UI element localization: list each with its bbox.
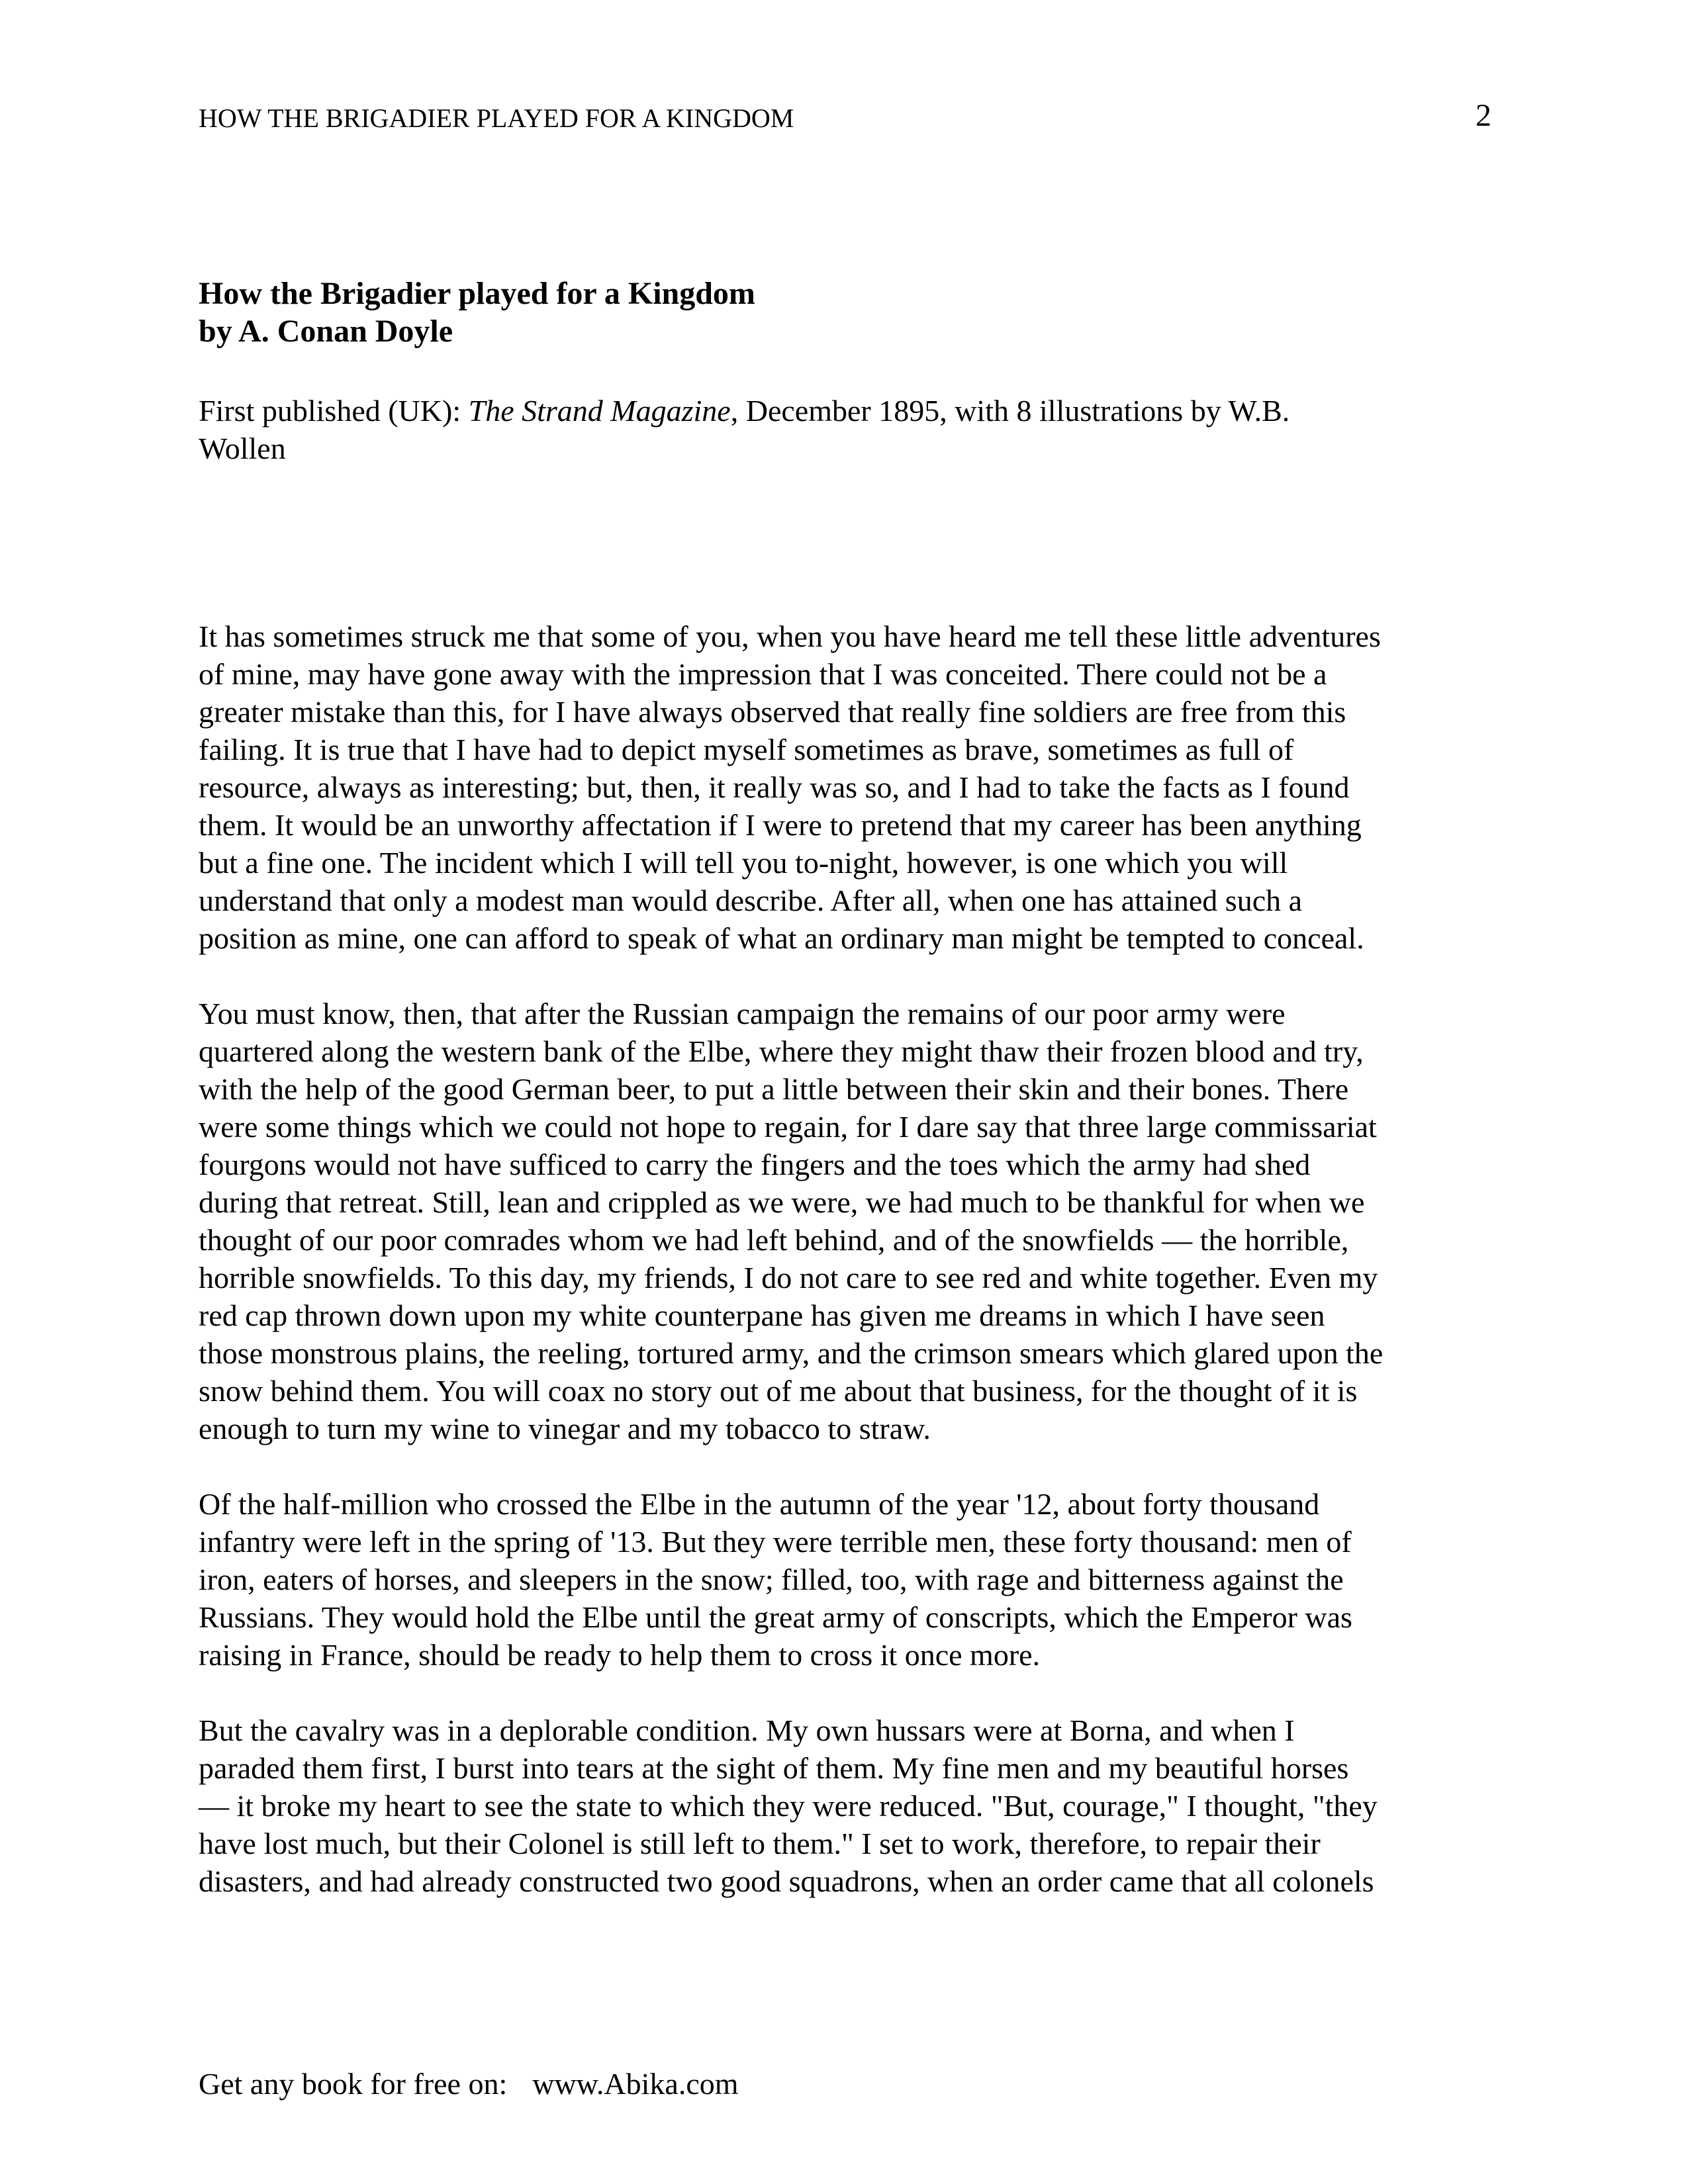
publication-text-pre: First published (UK): <box>199 394 469 428</box>
publication-line-1 <box>199 392 1456 430</box>
text-line: iron, eaters of horses, and sleepers in the snow; filled, too, with rage and bitterness against the <box>199 1563 1344 1596</box>
text-line: understand that only a modest man would describe. After all, when one has attained such a <box>199 884 1303 917</box>
text-line: You must know, then, that after the Russian campaign the remains of our poor army were <box>199 997 1286 1030</box>
text-line: them. It would be an unworthy affectation if I were to pretend that my career has been anything <box>199 808 1362 842</box>
publication-line-2: Wollen <box>199 432 286 465</box>
text-line: paraded them first, I burst into tears at the sight of them. My fine men and my beautiful horses <box>199 1751 1349 1785</box>
text-line: those monstrous plains, the reeling, tortured army, and the crimson smears which glared upon the <box>199 1336 1383 1370</box>
text-line: snow behind them. You will coax no story out of me about that business, for the thought of it is <box>199 1374 1358 1408</box>
footer-label: Get any book for free on: <box>199 2067 508 2101</box>
text-line: — it broke my heart to see the state to which they were reduced. "But, courage," I thought, "they <box>199 1789 1378 1823</box>
text-line: quartered along the western bank of the Elbe, where they might thaw their frozen blood and try, <box>199 1034 1364 1068</box>
text-line: But the cavalry was in a deplorable condition. My own hussars were at Borna, and when I <box>199 1713 1295 1747</box>
magazine-name: The Strand Magazine <box>468 394 731 428</box>
text-line: with the help of the good German beer, to put a little between their skin and their bones. There <box>199 1072 1349 1106</box>
text-line: resource, always as interesting; but, then, it really was so, and I had to take the facts as I found <box>199 770 1350 804</box>
text-line: position as mine, one can afford to speak of what an ordinary man might be tempted to conceal. <box>199 921 1364 955</box>
story-title: How the Brigadier played for a Kingdom <box>199 276 755 311</box>
paragraph <box>199 617 1456 957</box>
byline: by A. Conan Doyle <box>199 314 453 349</box>
paragraph <box>199 1485 1456 1674</box>
text-line: disasters, and had already constructed two good squadrons, when an order came that all colonels <box>199 1864 1374 1898</box>
text-line: have lost much, but their Colonel is still left to them." I set to work, therefore, to repair their <box>199 1827 1321 1860</box>
text-line: thought of our poor comrades whom we had left behind, and of the snowfields — the horrible, <box>199 1223 1349 1257</box>
running-header-title: HOW THE BRIGADIER PLAYED FOR A KINGDOM <box>199 103 794 133</box>
text-line: failing. It is true that I have had to depict myself sometimes as brave, sometimes as full of <box>199 733 1294 766</box>
text-line: greater mistake than this, for I have always observed that really fine soldiers are free from this <box>199 695 1346 729</box>
footer <box>199 2065 739 2103</box>
paragraph <box>199 1711 1456 1900</box>
publication-block <box>199 392 1456 467</box>
story-body <box>199 617 1456 1900</box>
text-line: were some things which we could not hope to regain, for I dare say that three large commissariat <box>199 1110 1377 1144</box>
text-line: of mine, may have gone away with the impression that I was conceited. There could not be a <box>199 657 1327 691</box>
publication-text-post: , December 1895, with 8 illustrations by W.B. <box>730 394 1290 428</box>
text-line: enough to turn my wine to vinegar and my tobacco to straw. <box>199 1412 931 1445</box>
page-number: 2 <box>1476 98 1491 133</box>
text-line: raising in France, should be ready to help them to cross it once more. <box>199 1638 1041 1672</box>
text-line: fourgons would not have sufficed to carry the fingers and the toes which the army had shed <box>199 1148 1311 1181</box>
text-line: infantry were left in the spring of '13. But they were terrible men, these forty thousand: men of <box>199 1525 1352 1559</box>
text-line: Russians. They would hold the Elbe until the great army of conscripts, which the Emperor was <box>199 1600 1352 1634</box>
paragraph <box>199 995 1456 1447</box>
abika-link[interactable]: www.Abika.com <box>532 2067 739 2101</box>
text-line: Of the half-million who crossed the Elbe in the autumn of the year '12, about forty thousand <box>199 1487 1320 1521</box>
text-line: red cap thrown down upon my white counterpane has given me dreams in which I have seen <box>199 1298 1325 1332</box>
text-line: but a fine one. The incident which I will tell you to-night, however, is one which you will <box>199 846 1288 880</box>
text-line: during that retreat. Still, lean and crippled as we were, we had much to be thankful for when we <box>199 1185 1365 1219</box>
text-line: horrible snowfields. To this day, my friends, I do not care to see red and white together. Even my <box>199 1261 1378 1295</box>
text-line: It has sometimes struck me that some of you, when you have heard me tell these little adventures <box>199 619 1381 653</box>
title-block <box>199 275 755 350</box>
